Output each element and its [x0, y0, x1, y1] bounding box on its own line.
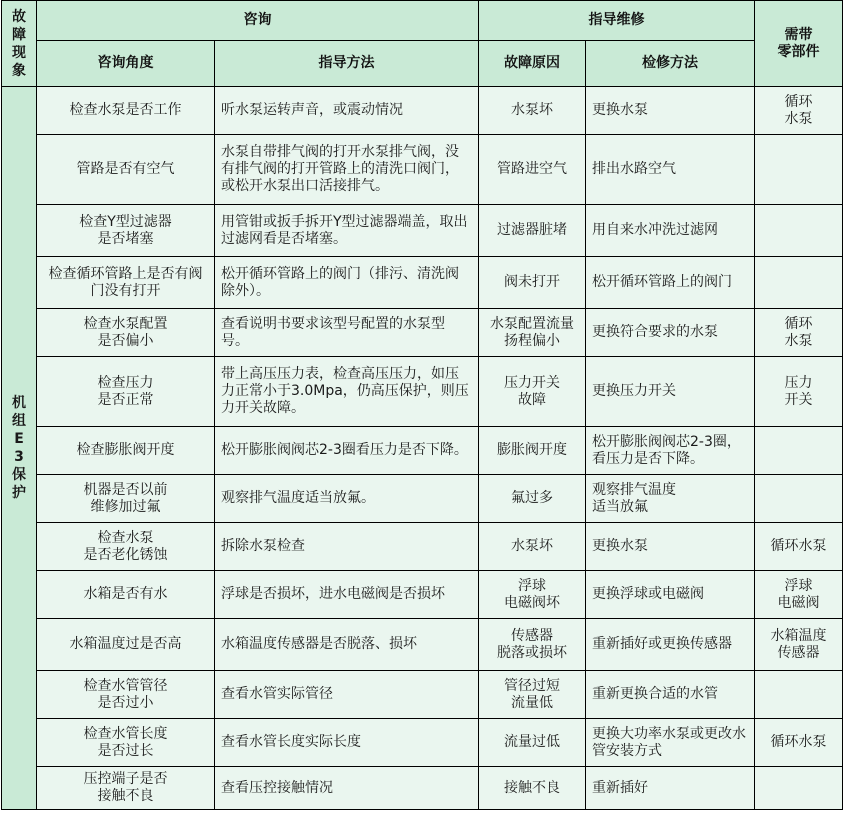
- header-guide-repair: 指导维修: [479, 1, 755, 41]
- guide-method-cell: 听水泵运转声音，或震动情况: [215, 87, 479, 135]
- repair-method-cell: 更换浮球或电磁阀: [586, 571, 755, 619]
- guide-method-cell: 查看水管实际管径: [215, 671, 479, 719]
- repair-method-cell: 观察排气温度 适当放氟: [586, 475, 755, 523]
- fault-cause-cell: 接触不良: [479, 767, 586, 810]
- table-body: [2, 87, 843, 810]
- fault-cause-cell: 管径过短 流量低: [479, 671, 586, 719]
- table-row: [2, 309, 843, 357]
- fault-cause-cell: 传感器 脱落或损坏: [479, 619, 586, 671]
- guide-method-cell: 用管钳或扳手拆开Y型过滤器端盖，取出过滤网看是否堵塞。: [215, 205, 479, 257]
- table-row: [2, 257, 843, 309]
- guide-method-cell: 查看说明书要求该型号配置的水泵型号。: [215, 309, 479, 357]
- repair-method-cell: 更换符合要求的水泵: [586, 309, 755, 357]
- fault-cause-cell: 管路进空气: [479, 135, 586, 205]
- consult-angle-cell: 管路是否有空气: [37, 135, 215, 205]
- fault-cause-cell: 压力开关 故障: [479, 357, 586, 427]
- header-repair-method: 检修方法: [586, 41, 755, 87]
- parts-needed-cell: 循环水泵: [755, 523, 843, 571]
- consult-angle-cell: 检查水管管径 是否过小: [37, 671, 215, 719]
- fault-cause-cell: 过滤器脏堵: [479, 205, 586, 257]
- table-row: [2, 619, 843, 671]
- header-guide-method: 指导方法: [215, 41, 479, 87]
- consult-angle-cell: 检查水泵配置 是否偏小: [37, 309, 215, 357]
- consult-angle-cell: 检查Y型过滤器 是否堵塞: [37, 205, 215, 257]
- consult-angle-cell: 检查压力 是否正常: [37, 357, 215, 427]
- table-row: [2, 357, 843, 427]
- consult-angle-cell: 机器是否以前 维修加过氟: [37, 475, 215, 523]
- repair-method-cell: 更换压力开关: [586, 357, 755, 427]
- parts-needed-cell: 水箱温度 传感器: [755, 619, 843, 671]
- parts-needed-cell: [755, 257, 843, 309]
- guide-method-cell: 观察排气温度适当放氟。: [215, 475, 479, 523]
- repair-method-cell: 更换大功率水泵或更改水管安装方式: [586, 719, 755, 767]
- parts-needed-cell: [755, 767, 843, 810]
- repair-method-cell: 松开膨胀阀阀芯2-3圈，看压力是否下降。: [586, 427, 755, 475]
- repair-method-cell: 更换水泵: [586, 87, 755, 135]
- parts-needed-cell: 压力 开关: [755, 357, 843, 427]
- fault-cause-cell: 阀未打开: [479, 257, 586, 309]
- table-row: [2, 571, 843, 619]
- repair-method-cell: 重新插好: [586, 767, 755, 810]
- guide-method-cell: 带上高压压力表，检查高压压力，如压力正常小于3.0Mpa，仍高压保护，则压力开关故障。: [215, 357, 479, 427]
- consult-angle-cell: 水箱温度过是否高: [37, 619, 215, 671]
- parts-needed-cell: 循环 水泵: [755, 309, 843, 357]
- header-consult-angle: 咨询角度: [37, 41, 215, 87]
- guide-method-cell: 拆除水泵检查: [215, 523, 479, 571]
- fault-cause-cell: 膨胀阀开度: [479, 427, 586, 475]
- table-row: [2, 475, 843, 523]
- repair-method-cell: 更换水泵: [586, 523, 755, 571]
- parts-needed-cell: [755, 475, 843, 523]
- consult-angle-cell: 压控端子是否 接触不良: [37, 767, 215, 810]
- parts-needed-cell: 循环水泵: [755, 719, 843, 767]
- repair-method-cell: 重新更换合适的水管: [586, 671, 755, 719]
- fault-cause-cell: 水泵坏: [479, 87, 586, 135]
- fault-cause-cell: 水泵配置流量扬程偏小: [479, 309, 586, 357]
- header-consult: 咨询: [37, 1, 479, 41]
- parts-needed-cell: 循环 水泵: [755, 87, 843, 135]
- table-row: [2, 135, 843, 205]
- repair-method-cell: 重新插好或更换传感器: [586, 619, 755, 671]
- repair-method-cell: 松开循环管路上的阀门: [586, 257, 755, 309]
- parts-needed-cell: [755, 205, 843, 257]
- guide-method-cell: 查看水管长度实际长度: [215, 719, 479, 767]
- fault-group-label: 机 组 E3 保 护: [2, 87, 37, 810]
- consult-angle-cell: 检查膨胀阀开度: [37, 427, 215, 475]
- consult-angle-cell: 检查水管长度 是否过长: [37, 719, 215, 767]
- consult-angle-cell: 检查循环管路上是否有阀门没有打开: [37, 257, 215, 309]
- header-fault-phenomenon: 故 障 现 象: [2, 1, 37, 87]
- guide-method-cell: 松开循环管路上的阀门（排污、清洗阀除外）。: [215, 257, 479, 309]
- guide-method-cell: 水泵自带排气阀的打开水泵排气阀，没有排气阀的打开管路上的清洗口阀门，或松开水泵出口活接排气。: [215, 135, 479, 205]
- header-parts-needed: 需带 零部件: [755, 1, 843, 87]
- repair-method-cell: 排出水路空气: [586, 135, 755, 205]
- table-row: [2, 523, 843, 571]
- guide-method-cell: 浮球是否损坏，进水电磁阀是否损坏: [215, 571, 479, 619]
- table-row: [2, 671, 843, 719]
- fault-cause-cell: 水泵坏: [479, 523, 586, 571]
- parts-needed-cell: [755, 671, 843, 719]
- guide-method-cell: 查看压控接触情况: [215, 767, 479, 810]
- fault-cause-cell: 流量过低: [479, 719, 586, 767]
- fault-cause-cell: 浮球 电磁阀坏: [479, 571, 586, 619]
- parts-needed-cell: 浮球 电磁阀: [755, 571, 843, 619]
- repair-method-cell: 用自来水冲洗过滤网: [586, 205, 755, 257]
- consult-angle-cell: 检查水泵是否工作: [37, 87, 215, 135]
- fault-diagnosis-table: [1, 0, 843, 810]
- table-row: [2, 427, 843, 475]
- consult-angle-cell: 水箱是否有水: [37, 571, 215, 619]
- table-row: [2, 719, 843, 767]
- table-row: [2, 205, 843, 257]
- parts-needed-cell: [755, 135, 843, 205]
- guide-method-cell: 松开膨胀阀阀芯2-3圈看压力是否下降。: [215, 427, 479, 475]
- fault-cause-cell: 氟过多: [479, 475, 586, 523]
- table-row: [2, 767, 843, 810]
- header-fault-cause: 故障原因: [479, 41, 586, 87]
- consult-angle-cell: 检查水泵 是否老化锈蚀: [37, 523, 215, 571]
- parts-needed-cell: [755, 427, 843, 475]
- guide-method-cell: 水箱温度传感器是否脱落、损坏: [215, 619, 479, 671]
- table-row: [2, 87, 843, 135]
